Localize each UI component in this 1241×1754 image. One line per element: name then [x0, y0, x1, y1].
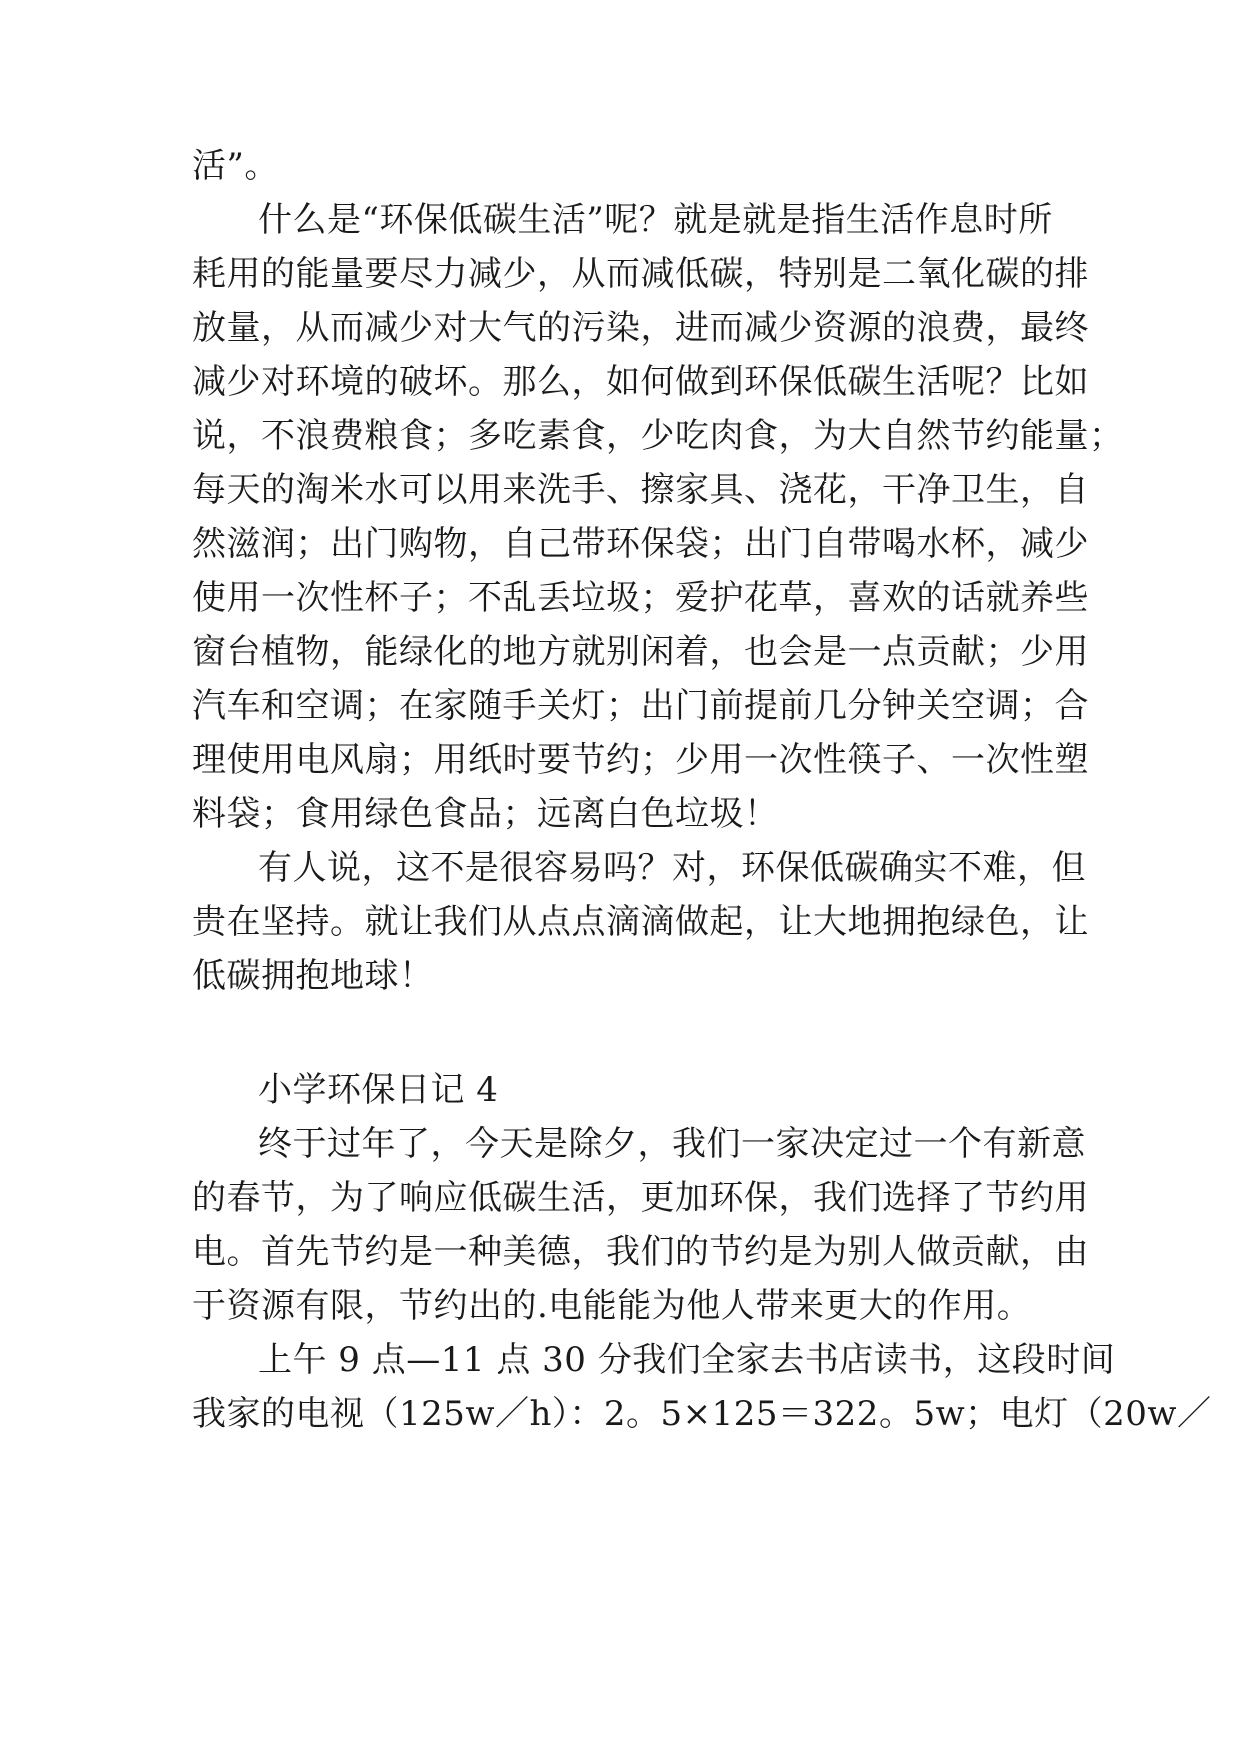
text-line: 我家的电视（125w／h）：2。5×125＝322。5w；电灯（20w／	[192, 1394, 1212, 1434]
text-line: 的春节，为了响应低碳生活，更加环保，我们选择了节约用	[192, 1178, 1089, 1218]
text-line: 有人说，这不是很容易吗？对，环保低碳确实不难，但	[258, 848, 1086, 888]
text-line: 窗台植物，能绿化的地方就别闲着，也会是一点贡献；少用	[192, 632, 1089, 672]
text-line: 说，不浪费粮食；多吃素食，少吃肉食，为大自然节约能量；	[192, 416, 1124, 456]
text-line: 电。首先节约是一种美德，我们的节约是为别人做贡献，由	[192, 1232, 1089, 1272]
text-line: 每天的淘米水可以用来洗手、擦家具、浇花，干净卫生，自	[192, 470, 1089, 510]
text-line: 终于过年了，今天是除夕，我们一家决定过一个有新意	[258, 1124, 1086, 1164]
text-line: 料袋；食用绿色食品；远离白色垃圾！	[192, 794, 779, 834]
text-line: 什么是“环保低碳生活”呢？就是就是指生活作息时所	[258, 200, 1053, 240]
text-line: 减少对环境的破坏。那么，如何做到环保低碳生活呢？比如	[192, 362, 1089, 402]
text-line: 理使用电风扇；用纸时要节约；少用一次性筷子、一次性塑	[192, 740, 1089, 780]
text-line: 放量，从而减少对大气的污染，进而减少资源的浪费，最终	[192, 308, 1089, 348]
text-line: 耗用的能量要尽力减少，从而减低碳，特别是二氧化碳的排	[192, 254, 1089, 294]
text-line: 上午 9 点—11 点 30 分我们全家去书店读书，这段时间	[258, 1340, 1116, 1380]
text-line: 低碳拥抱地球！	[192, 956, 434, 996]
text-line: 贵在坚持。就让我们从点点滴滴做起，让大地拥抱绿色，让	[192, 902, 1089, 942]
text-line: 使用一次性杯子；不乱丢垃圾；爱护花草，喜欢的话就养些	[192, 578, 1089, 618]
text-line: 汽车和空调；在家随手关灯；出门前提前几分钟关空调；合	[192, 686, 1089, 726]
text-line: 然滋润；出门购物，自己带环保袋；出门自带喝水杯，减少	[192, 524, 1089, 564]
text-line: 于资源有限，节约出的.电能能为他人带来更大的作用。	[192, 1286, 1032, 1326]
text-line: 活”。	[192, 146, 279, 186]
section-heading: 小学环保日记 4	[258, 1070, 499, 1110]
